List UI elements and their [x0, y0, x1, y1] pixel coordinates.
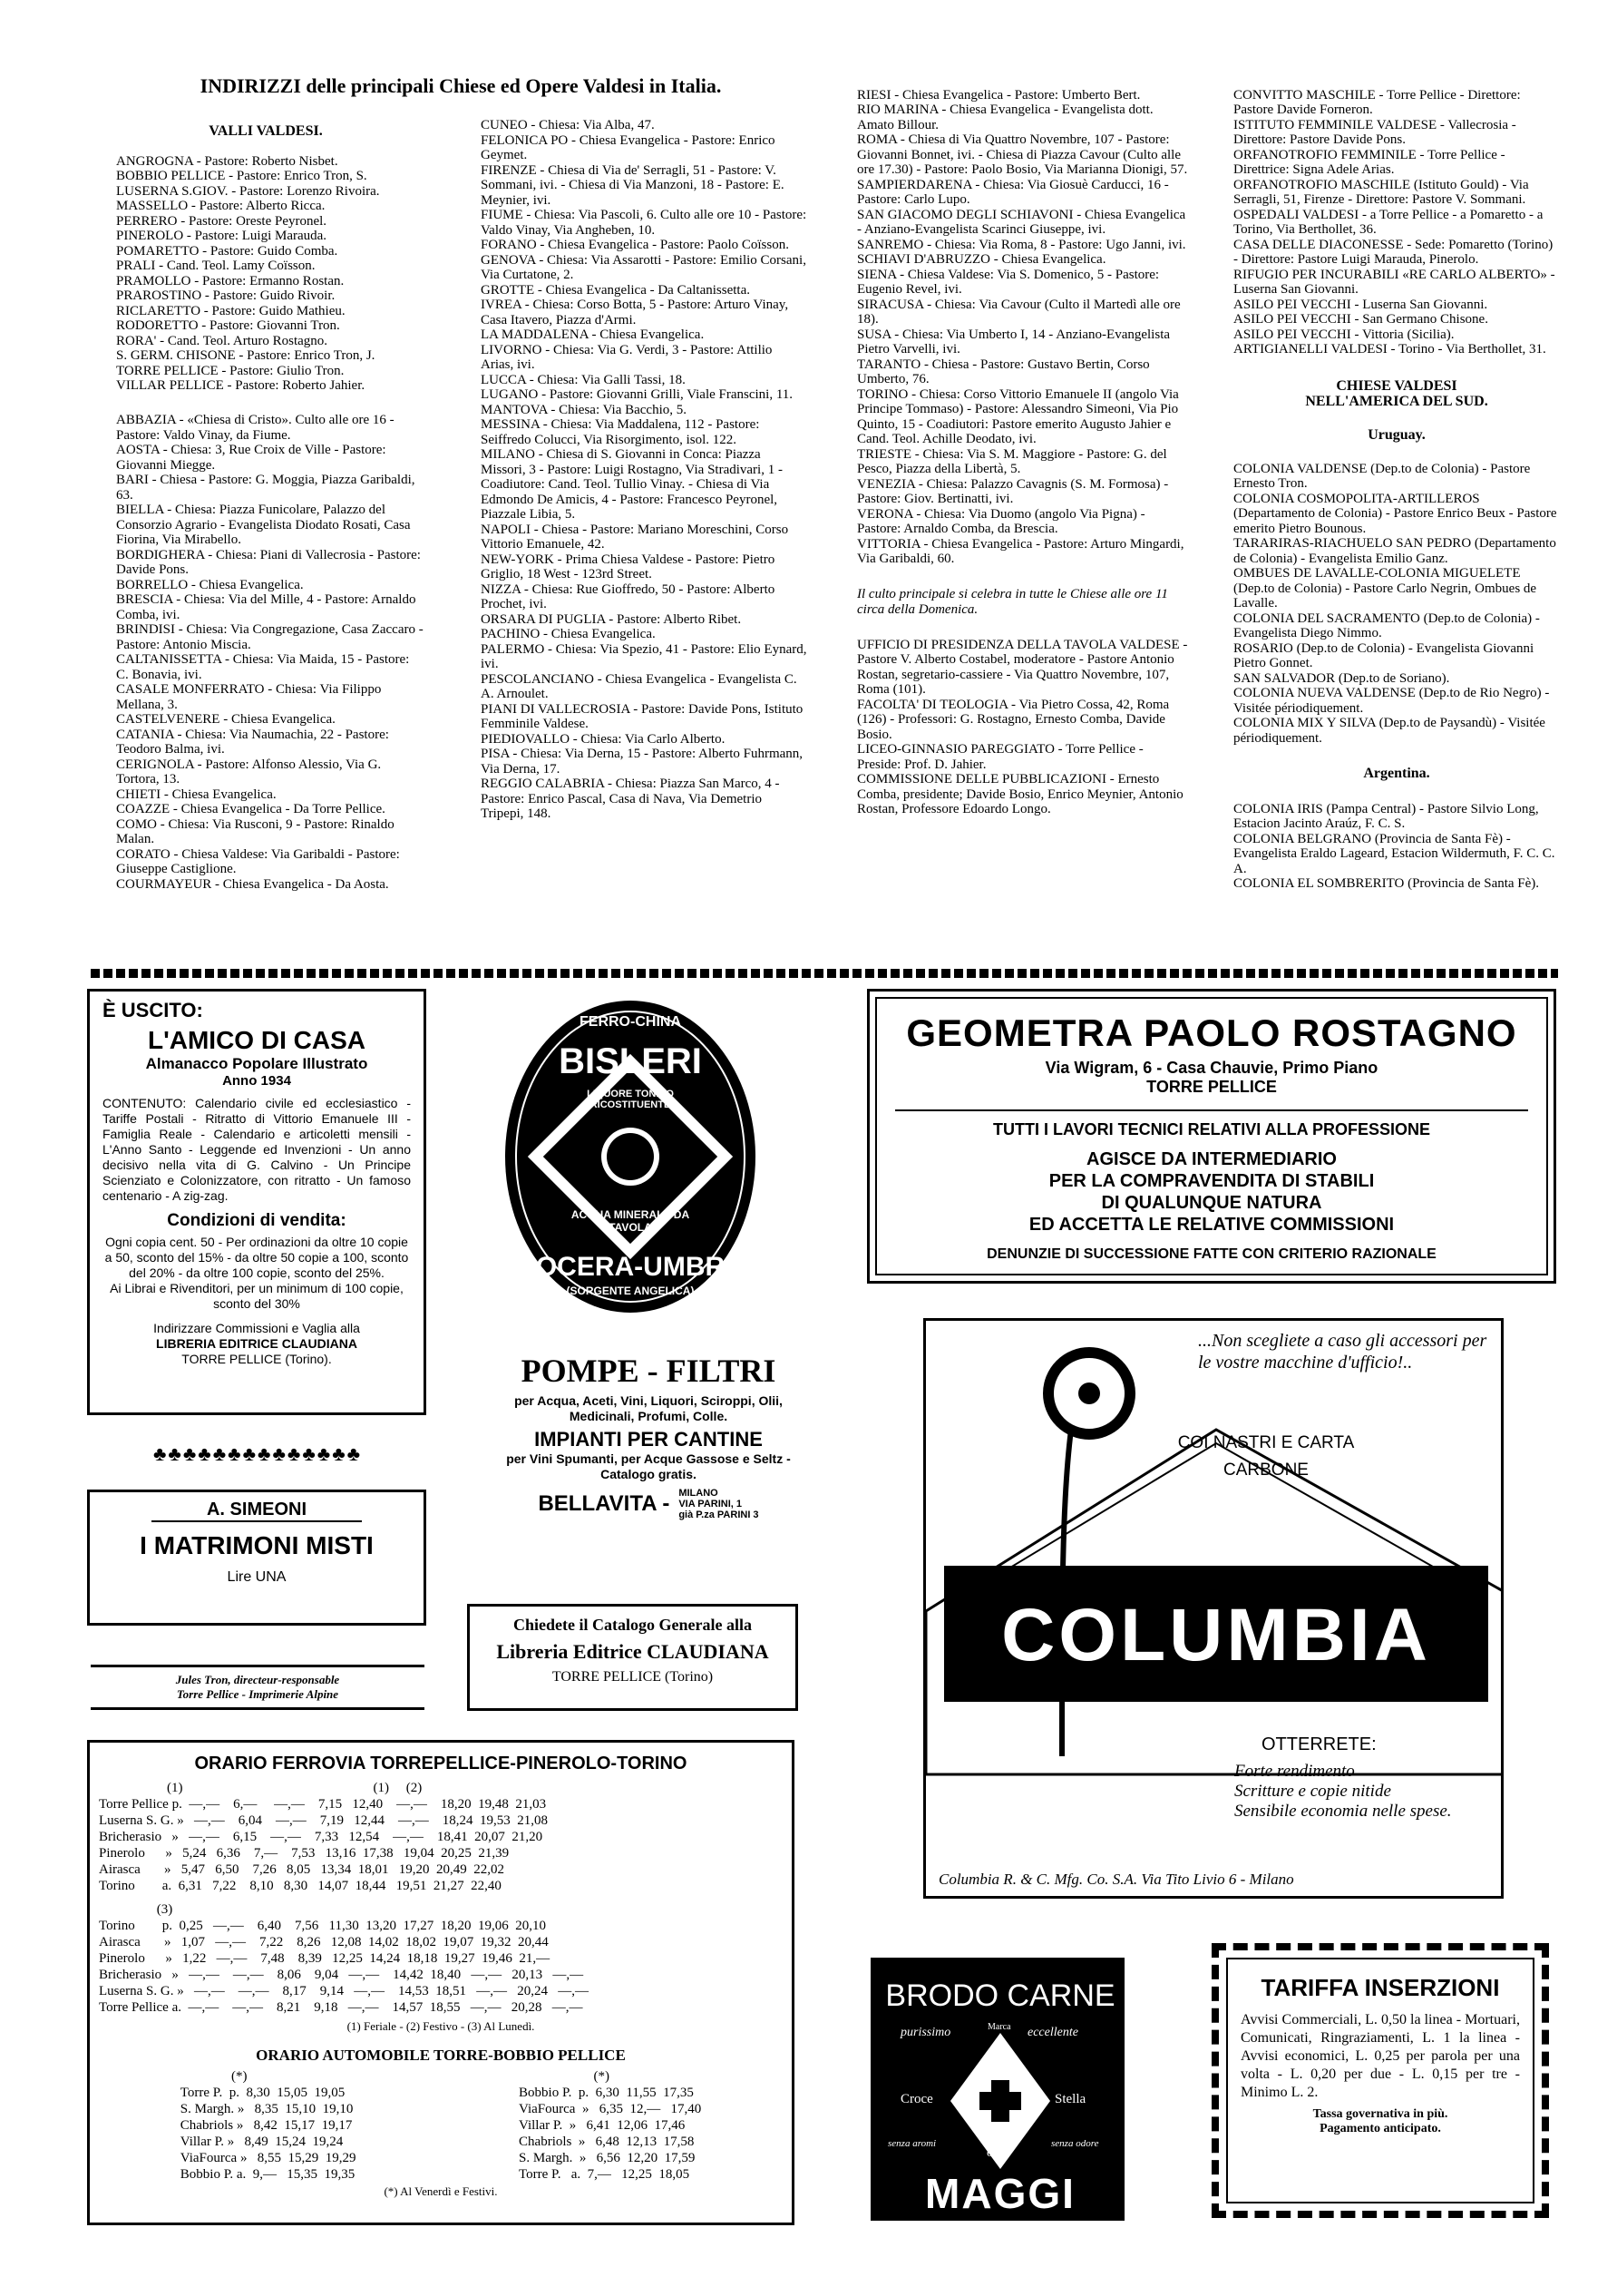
pompe-bellavita: BELLAVITA -: [538, 1491, 670, 1516]
railway-timetable: [87, 1740, 794, 2225]
columbia-otterrete: OTTERRETE:: [1261, 1734, 1377, 1754]
e-uscito: È USCITO:: [102, 999, 203, 1021]
railway-table-1: (1) (1) (2) Torre Pellice p. —,— 6,— —,— 7,15 12,40 —,— 18,20 19,48 21,03 Luserna S. G. » —,— 6,04 —,— 7,19 12,44 —,— 18,24 19,53 21,08 Bricherasio » —,— 6,15 —,— 7,33 12,54 —,— 18,41 20,07 21,20 Pinerolo » 5,24 6,36 7,— 7,53 13,16 17,38 19,04 20,25 21,39 Airasca » 5,47 6,50 7,26 8,05 13,34 18,01 19,20 20,49 22,02 Torino a. 6,31 7,22 8,10 8,30 14,07 18,44 19,51 21,27 22,40: [99, 1781, 548, 1893]
amico-torre: TORRE PELLICE (Torino).: [181, 1352, 332, 1366]
auto-table-left: (*) Torre P. p. 8,30 15,05 19,05 S. Margh. » 8,35 15,10 19,10 Chabriols » 8,42 15,17 19,17 Villar P. » 8,49 15,24 19,24 ViaFourca » 8,55 15,29 19,29 Bobbio P. a. 9,— 15,35 19,35: [180, 2069, 356, 2182]
col3-list: RIESI - Chiesa Evangelica - Pastore: Umberto Bert. RIO MARINA - Chiesa Evangelica - Evangelista dott. Amato Billour. ROMA - Chiesa di Via Quattro Novembre, 107 - Pastore: Giovanni Bonnet, ivi. - Chiesa di Piazza Cavour (Culto alle ore 17.30) - Pastore: Paolo Bosio, Via Marianna Dionigi, 57. SAMPIERDARENA - Chiesa: Via Giosuè Carducci, 16 - Pastore: Carlo Lupo. SAN GIACOMO DEGLI SCHIAVONI - Chiesa Evangelica - Anziano-Evangelista Scarinci Giuseppe, ivi. SANREMO - Chiesa: Via Roma, 8 - Pastore: Ugo Janni, ivi. SCHIAVI D'ABRUZZO - Chiesa Evangelica. SIENA - Chiesa Valdese: Via S. Domenico, 5 - Pastore: Eugenio Revel, ivi. SIRACUSA - Chiesa: Via Cavour (Culto il Martedì alle ore 18). SUSA - Chiesa: Via Umberto I, 14 - Anziano-Evangelista Pietro Varvelli, ivi. TARANTO - Chiesa - Pastore: Gustavo Bertin, Corso Umberto, 76. TORINO - Chiesa: Corso Vittorio Emanuele II (angolo Via Principe Tommaso) - Pastore: Alessandro Simeoni, Via Pio Quinto, 15 - Coadiutori: Pastore emerito Augusto Jahier e Cand. Teol. Achille Deodato, ivi. TRIESTE - Chiesa: Via S. M. Maggiore - Pastore: G. del Pesco, Piazza della Libertà, 5. VENEZIA - Chiesa: Palazzo Cavagnis (S. M. Formosa) - Pastore: Giov. Bertinatti, ivi. VERONA - Chiesa: Via Duomo (angolo Via Pigna) - Pastore: Arnaldo Comba, da Brescia. VITTORIA - Chiesa Evangelica - Pastore: Arturo Mingardi, Via Garibaldi, 60.: [857, 87, 1188, 566]
ad-bisleri: [494, 989, 766, 1324]
maggi-croce: Croce: [901, 2092, 933, 2106]
bisleri-brand: BISLERI: [559, 1041, 702, 1081]
imprint-line1: Jules Tron, directeur-responsable: [175, 1673, 340, 1686]
col4-list-c: COLONIA IRIS (Pampa Central) - Pastore Silvio Long, Estacion Jacinto Araúz, F. C. S. COLONIA BELGRANO (Provincia de Santa Fè) - Evangelista Eraldo Lageard, Estacion Wildermuth, F. C. C. A. COLONIA EL SOMBRERITO (Provincia de Santa Fè).: [1233, 801, 1555, 891]
valli-heading: VALLI VALDESI.: [209, 122, 323, 139]
pompe-line1: per Acqua, Aceti, Vini, Liquori, Sciroppi, Olii, Medicinali, Profumi, Colle.: [514, 1393, 783, 1423]
columbia-footer: Columbia R. & C. Mfg. Co. S.A. Via Tito Livio 6 - Milano: [939, 1871, 1294, 1888]
ad-tariffa: [1212, 1943, 1549, 2218]
catalogo-line2: Libreria Editrice CLAUDIANA: [496, 1640, 769, 1663]
bisleri-liquore: LIQUORE TONICO RICOSTITUENTE: [587, 1089, 674, 1110]
catalogo-line1: Chiedete il Catalogo Generale alla: [513, 1616, 752, 1634]
maggi-senza-aromi: senza aromi: [888, 2138, 937, 2149]
columbia-benefits: Forte rendimento Scritture e copie nitide Sensibile economia nelle spese.: [1234, 1762, 1452, 1821]
bisleri-nocera: NOCERA-UMBRA: [516, 1252, 745, 1282]
ad-amico-di-casa: [87, 989, 426, 1415]
rostagno-town: TORRE PELLICE: [1146, 1078, 1277, 1096]
auto-title: ORARIO AUTOMOBILE TORRE-BOBBIO PELLICE: [256, 2047, 626, 2064]
amico-title: L'AMICO DI CASA: [148, 1026, 365, 1054]
bisleri-top: FERRO-CHINA: [580, 1014, 681, 1030]
maggi-stella: Stella: [1055, 2092, 1086, 2106]
amico-condizioni: Condizioni di vendita:: [167, 1211, 346, 1230]
rostagno-line1: TUTTI I LAVORI TECNICI RELATIVI ALLA PROFESSIONE: [895, 1109, 1528, 1139]
auto-note: (*) Al Venerdì e Festivi.: [384, 2184, 498, 2198]
rostagno-title: GEOMETRA PAOLO ROSTAGNO: [906, 1011, 1517, 1054]
ad-maggi: [871, 1958, 1125, 2221]
pompe-milano: MILANO VIA PARINI, 1 già P.za PARINI 3: [678, 1488, 759, 1520]
simeoni-price: Lire UNA: [227, 1569, 287, 1585]
amico-libreria: LIBRERIA EDITRICE CLAUDIANA: [156, 1336, 357, 1351]
rostagno-address: Via Wigram, 6 - Casa Chauvie, Primo Piano: [1045, 1059, 1378, 1077]
rostagno-line3: DENUNZIE DI SUCCESSIONE FATTE CON CRITERIO RAZIONALE: [987, 1246, 1437, 1262]
amico-contenuto: CONTENUTO: Calendario civile ed ecclesiastico - Tariffe Postali - Ritratto di Vittorio Emanuele III - Famiglia Reale - Calendario e articoletti mensili - L'Anno Santo - Leggende ed Invenzioni - Un anno decisivo nella vita di G. Calvino - Un Principe Scienziato e Colonizzatore, con ritratto - Un famoso centenario - A zig-zag.: [102, 1096, 411, 1203]
sud-heading: CHIESE VALDESI NELL'AMERICA DEL SUD.: [1305, 378, 1488, 409]
listing-column-4: [1233, 73, 1560, 906]
auto-table-right: (*) Bobbio P. p. 6,30 11,55 17,35 ViaFourca » 6,35 12,— 17,40 Villar P. » 6,41 12,06 17,46 Chabriols » 6,48 12,13 17,58 S. Margh. » 6,56 12,20 17,59 Torre P. a. 7,— 12,25 18,05: [519, 2069, 702, 2182]
uruguay-heading: Uruguay.: [1368, 426, 1426, 443]
catalogo-line3: TORRE PELLICE (Torino): [551, 1669, 714, 1685]
listing-column-2: CUNEO - Chiesa: Via Alba, 47. FELONICA PO - Chiesa Evangelica - Pastore: Enrico Geymet. FIRENZE - Chiesa di Via de' Serragli, 51 - Pastore: V. Sommani, ivi. - Chiesa di Via Manzoni, 18 - Pastore: E. Meynier, ivi. FIUME - Chiesa: Via Pascoli, 6. Culto alle ore 10 - Pastore: Valdo Vinay, Via Angheben, 10. FORANO - Chiesa Evangelica - Pastore: Paolo Coïsson. GENOVA - Chiesa: Via Assarotti - Pastore: Emilio Corsani, Via Curtatone, 2. GROTTE - Chiesa Evangelica - Da Caltanissetta. IVREA - Chiesa: Corso Botta, 5 - Pastore: Arturo Vinay, Casa Itavero, Piazza d'Armi. LA MADDALENA - Chiesa Evangelica. LIVORNO - Chiesa: Via G. Verdi, 3 - Pastore: Attilio Arias, ivi. LUCCA - Chiesa: Via Galli Tassi, 18. LUGANO - Pastore: Giovanni Grilli, Viale Franscini, 11. MANTOVA - Chiesa: Via Bacchio, 5. MESSINA - Chiesa: Via Maddalena, 112 - Pastore: Seiffredo Colucci, Via Risorgimento, isol. 122. MILANO - Chiesa di S. Giovanni in Conca: Piazza Missori, 3 - Pastore: Luigi Rostagno, Via Stradivari, 1 - Coadiutore: Cand. Teol. Tullio Vinay. - Chiesa di Via Edmondo De Amicis, 4 - Pastore: Francesco Peyronel, Piazzale Libia, 5. NAPOLI - Chiesa - Pastore: Mariano Moreschini, Corso Vittorio Emanuele, 42. NEW-YORK - Prima Chiesa Valdese - Pastore: Pietro Griglio, 18 West - 123rd Street. NIZZA - Chiesa: Rue Gioffredo, 50 - Pastore: Alberto Prochet, ivi. ORSARA DI PUGLIA - Pastore: Alberto Ribet. PACHINO - Chiesa Evangelica. PALERMO - Chiesa: Via Spezio, 41 - Pastore: Elio Eynard, ivi. PESCOLANCIANO - Chiesa Evangelica - Evangelista C. A. Arnoulet. PIANI DI VALLECROSIA - Pastore: Davide Pons, Istituto Femminile Valdese. PIEDIOVALLO - Chiesa: Via Carlo Alberto. PISA - Chiesa: Via Derna, 15 - Pastore: Alberto Fuhrmann, Via Derna, 17. REGGIO CALABRIA - Chiesa: Piazza San Marco, 4 - Pastore: Enrico Pascal, Casa di Nava, Via Demetrio Tripepi, 148.: [481, 118, 807, 821]
section-divider: [91, 969, 1558, 978]
imprint: [91, 1665, 424, 1710]
bisleri-acqua: ACQUA MINERALE DA TAVOLA: [570, 1208, 690, 1234]
col3-note: Il culto principale si celebra in tutte le Chiese alle ore 11 circa della Domenica.: [857, 587, 1168, 617]
col4-list-b: COLONIA VALDENSE (Dep.to de Colonia) - Pastore Ernesto Tron. COLONIA COSMOPOLITA-ARTILLEROS (Departamento de Colonia) - Pastore Enrico Beux - Pastore emerito Pietro Bounous. TARARIRAS-RIACHUELO SAN PEDRO (Departamento de Colonia) - Evangelista Emilio Ganz. OMBUES DE LAVALLE-COLONIA MIGUELETE (Dep.to de Colonia) - Pastore Carlo Negrin, Ombues de Lavalle. COLONIA DEL SACRAMENTO (Dep.to de Colonia) - Evangelista Diego Nimmo. ROSARIO (Dep.to de Colonia) - Evangelista Giovanni Pietro Gonnet. SAN SALVADOR (Dep.to de Soriano). COLONIA NUEVA VALDENSE (Dep.to de Rio Negro) - Visitée périodiquement. COLONIA MIX Y SILVA (Dep.to de Paysandù) - Visitée périodiquement.: [1233, 461, 1557, 746]
listing-column-3: [857, 73, 1188, 832]
ad-rostagno: [867, 989, 1556, 1284]
imprint-line2: Torre Pellice - Imprimerie Alpine: [176, 1687, 339, 1701]
tariffa-tassa: Tassa governativa in più.: [1312, 2107, 1448, 2121]
simeoni-title: I MATRIMONI MISTI: [140, 1531, 374, 1559]
pompe-title: POMPE - FILTRI: [521, 1353, 776, 1389]
maggi-brand: MAGGI: [925, 2170, 1076, 2217]
simeoni-author: A. SIMEONI: [151, 1500, 362, 1522]
ad-simeoni: [87, 1490, 426, 1626]
columbia-script: ...Non scegliete a caso gli accessori per le vostre macchine d'ufficio!..: [1198, 1331, 1487, 1373]
amico-subtitle: Almanacco Popolare Illustrato: [145, 1055, 368, 1072]
ad-pompe-filtri: [481, 1352, 816, 1520]
maggi-purissimo: purissimo: [901, 2026, 951, 2039]
maggi-oro: oro: [987, 2146, 1004, 2160]
railway-title: ORARIO FERROVIA TORREPELLICE-PINEROLO-TORINO: [194, 1754, 687, 1773]
ornament-row-icon: ♣♣♣♣♣♣♣♣♣♣♣♣♣♣: [152, 1442, 363, 1465]
ad-catalogo: [467, 1604, 798, 1711]
listing-column-1b: ABBAZIA - «Chiesa di Cristo». Culto alle ore 16 - Pastore: Valdo Vinay, da Fiume. AOSTA - Chiesa: 3, Rue Croix de Ville - Pastore: Giovanni Miegge. BARI - Chiesa - Pastore: G. Moggia, Piazza Garibaldi, 63. BIELLA - Chiesa: Piazza Funicolare, Palazzo del Consorzio Agrario - Evangelista Diodato Rosati, Casa Fiorina, Via Mirabello. BORDIGHERA - Chiesa: Piani di Vallecrosia - Pastore: Davide Pons. BORRELLO - Chiesa Evangelica. BRESCIA - Chiesa: Via del Mille, 4 - Pastore: Arnaldo Comba, ivi. BRINDISI - Chiesa: Via Congregazione, Casa Zaccaro - Pastore: Antonio Miscia. CALTANISSETTA - Chiesa: Via Maida, 15 - Pastore: C. Bonavia, ivi. CASALE MONFERRATO - Chiesa: Via Filippo Mellana, 3. CASTELVENERE - Chiesa Evangelica. CATANIA - Chiesa: Via Naumachia, 22 - Pastore: Teodoro Balma, ivi. CERIGNOLA - Pastore: Alfonso Alessio, Via G. Tortora, 13. CHIETI - Chiesa Evangelica. COAZZE - Chiesa Evangelica - Da Torre Pellice. COMO - Chiesa: Via Rusconi, 9 - Pastore: Rinaldo Malan. CORATO - Chiesa Valdese: Via Garibaldi - Pastore: Giuseppe Castiglione. COURMAYEUR - Chiesa Evangelica - Da Aosta.: [116, 413, 424, 892]
amico-year: Anno 1934: [222, 1073, 291, 1089]
maggi-brodo: BRODO: [885, 1978, 999, 2013]
argentina-heading: Argentina.: [1363, 765, 1430, 781]
railway-table-2: (3) Torino p. 0,25 —,— 6,40 7,56 11,30 13,20 17,27 18,20 19,06 20,10 Airasca » 1,07 —,— 7,22 8,26 12,08 14,02 18,02 19,07 19,32 20,44 Pinerolo » 1,22 —,— 7,48 8,39 12,25 14,24 18,18 19,27 19,46 21,— Bricherasio » —,— —,— 8,06 9,04 —,— 14,42 18,40 —,— 20,13 —,— Luserna S. G. » —,— —,— 8,17 9,14 —,— 14,53 18,51 —,— 20,24 —,— Torre Pellice a. —,— —,— 8,21 9,18 —,— 14,57 18,55 —,— 20,28 —,—: [99, 1902, 589, 2015]
bisleri-sorgente: (SORGENTE ANGELICA): [566, 1285, 695, 1297]
listing-column-1: [116, 109, 415, 408]
maggi-eccellente: eccellente: [1028, 2026, 1078, 2039]
columbia-brand: COLUMBIA: [1001, 1594, 1431, 1676]
maggi-senza-odore: senza odore: [1051, 2138, 1099, 2149]
pompe-line2: per Vini Spumanti, per Acque Gassose e Seltz - Catalogo gratis.: [506, 1451, 791, 1481]
amico-indirizzare: Indirizzare Commissioni e Vaglia alla: [153, 1321, 360, 1335]
page-title: INDIRIZZI delle principali Chiese ed Opere Valdesi in Italia.: [200, 74, 722, 97]
columbia-coi: COI NASTRI E CARTA CARBONE: [1177, 1433, 1355, 1480]
pompe-impianti: IMPIANTI PER CANTINE: [534, 1428, 763, 1451]
rostagno-line2: AGISCE DA INTERMEDIARIO PER LA COMPRAVENDITA DI STABILI DI QUALUNQUE NATURA ED ACCETTA LE RELATIVE COMMISSIONI: [1028, 1149, 1395, 1235]
maggi-carne: CARNE: [1007, 1978, 1115, 2013]
ad-columbia: [923, 1318, 1504, 1899]
railway-note: (1) Feriale - (2) Festivo - (3) Al Lunedì.: [346, 2019, 535, 2033]
tariffa-pagamento: Pagamento anticipato.: [1320, 2122, 1441, 2135]
amico-prezzi: Ogni copia cent. 50 - Per ordinazioni da oltre 10 copie a 50, sconto del 15% - da oltre 50 copie a 100, sconto del 20% - da oltre 100 copie, sconto del 25%. Ai Librai e Rivenditori, per un minimum di 100 copie, sconto del 30%: [104, 1235, 409, 1311]
col3-list-b: UFFICIO DI PRESIDENZA DELLA TAVOLA VALDESE - Pastore V. Alberto Costabel, moderatore - Pastore Antonio Rostan, segretario-cassiere - Via Quattro Novembre, 107, Roma (101). FACOLTA' DI TEOLOGIA - Via Pietro Cossa, 42, Roma (126) - Professori: G. Rostagno, Ernesto Comba, Davide Bosio. LICEO-GINNASIO PAREGGIATO - Torre Pellice - Preside: Prof. D. Jahier. COMMISSIONE DELLE PUBBLICAZIONI - Ernesto Comba, presidente; Davide Bosio, Enrico Meynier, Antonio Rostan, Professore Edoardo Longo.: [857, 637, 1188, 816]
col4-list: CONVITTO MASCHILE - Torre Pellice - Direttore: Pastore Davide Forneron. ISTITUTO FEMMINILE VALDESE - Vallecrosia - Direttore: Pastore Davide Pons. ORFANOTROFIO FEMMINILE - Torre Pellice - Direttrice: Signa Adele Arias. ORFANOTROFIO MASCHILE (Istituto Gould) - Via Serragli, 51, Firenze - Direttore: Pastore V. Sommani. OSPEDALI VALDESI - a Torre Pellice - a Pomaretto - a Torino, Via Berthollet, 36. CASA DELLE DIACONESSE - Sede: Pomaretto (Torino) - Direttore: Pastore Luigi Marauda, Pinerolo. RIFUGIO PER INCURABILI «RE CARLO ALBERTO» - Luserna San Giovanni. ASILO PEI VECCHI - Luserna San Giovanni. ASILO PEI VECCHI - San Germano Chisone. ASILO PEI VECCHI - Vittoria (Sicilia). ARTIGIANELLI VALDESI - Torino - Via Berthollet, 31.: [1233, 87, 1555, 357]
valli-list: ANGROGNA - Pastore: Roberto Nisbet. BOBBIO PELLICE - Pastore: Enrico Tron, S. LUSERNA S.GIOV. - Pastore: Lorenzo Rivoira. MASSELLO - Pastore: Alberto Ricca. PERRERO - Pastore: Oreste Peyronel. PINEROLO - Pastore: Luigi Marauda. POMARETTO - Pastore: Guido Comba. PRALI - Cand. Teol. Lamy Coïsson. PRAMOLLO - Pastore: Ermanno Rostan. PRAROSTINO - Pastore: Guido Rivoir. RICLARETTO - Pastore: Guido Mathieu. RODORETTO - Pastore: Giovanni Tron. RORA' - Cand. Teol. Arturo Rostagno. S. GERM. CHISONE - Pastore: Enrico Tron, J. TORRE PELLICE - Pastore: Giulio Tron. VILLAR PELLICE - Pastore: Roberto Jahier.: [116, 153, 380, 393]
maggi-marca: Marca: [988, 2022, 1011, 2032]
tariffa-body: Avvisi Commerciali, L. 0,50 la linea - Mortuari, Comunicati, Ringraziamenti, L. 1 la linea - Avvisi economici, L. 0,25 per parola per una volta - L. 0,20 per due - L. 0,15 per tre - Minimo L. 2.: [1241, 2012, 1520, 2100]
tariffa-title: TARIFFA INSERZIONI: [1261, 1974, 1500, 2001]
